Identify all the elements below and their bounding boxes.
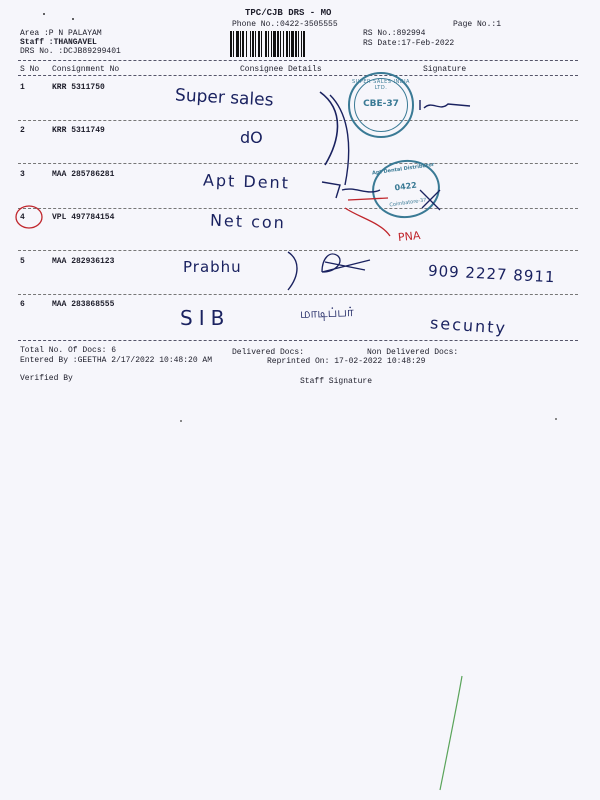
row-sno: 4 — [20, 213, 25, 222]
stamp-text: SUPER SALES INDIA LTD. — [352, 79, 410, 91]
area-label: Area :P N PALAYAM — [20, 29, 102, 38]
row-sno: 5 — [20, 257, 25, 266]
barcode — [230, 31, 360, 57]
handwritten-pna: PNA — [397, 228, 422, 245]
speck — [72, 18, 74, 20]
row-divider — [18, 208, 578, 209]
row-sno: 2 — [20, 126, 25, 135]
row-consignment: MAA 282936123 — [52, 257, 115, 266]
col-consignee: Consignee Details — [240, 65, 322, 74]
entered-by: Entered By :GEETHA 2/17/2022 10:48:20 AM — [20, 356, 213, 365]
distributor-stamp — [368, 156, 443, 223]
stamp-text: Apt Dental Distributor — [371, 161, 435, 177]
reprinted-on: Reprinted On: 17-02-2022 10:48:29 — [267, 357, 426, 366]
staff-signature: Staff Signature — [300, 377, 373, 386]
speck — [43, 13, 45, 15]
row-consignment: MAA 285786281 — [52, 170, 115, 179]
divider — [18, 75, 578, 76]
company-stamp — [348, 72, 414, 138]
signature-mark — [420, 100, 470, 110]
phone-number: Phone No.:0422-3505555 — [232, 20, 338, 29]
handwritten-consignee: Super sales — [174, 85, 274, 111]
rs-date: RS Date:17-Feb-2022 — [363, 39, 455, 48]
handwritten-security: secunty — [429, 313, 508, 338]
stamp-bottom: Coimbatore-37 — [389, 197, 427, 209]
row-sno: 6 — [20, 300, 25, 309]
page-number: Page No.:1 — [453, 20, 502, 29]
row-consignment: MAA 283868555 — [52, 300, 115, 309]
drs-number: DRS No. :DCJB89299401 — [20, 47, 121, 56]
row-sno: 3 — [20, 170, 25, 179]
rs-number: RS No.:892994 — [363, 29, 426, 38]
row-consignment: VPL 497784154 — [52, 213, 115, 222]
divider — [18, 340, 578, 341]
row-divider — [18, 250, 578, 251]
verified-by: Verified By — [20, 374, 73, 383]
staff-label: Staff :THANGAVEL — [20, 38, 97, 47]
green-mark — [440, 676, 462, 790]
row-divider — [18, 120, 578, 121]
row-divider — [18, 294, 578, 295]
row-sno: 1 — [20, 83, 25, 92]
signature-mark — [322, 254, 370, 272]
speck — [180, 420, 182, 422]
total-docs: Total No. Of Docs: 6 — [20, 346, 117, 355]
handwritten-consignee: Net con — [209, 210, 287, 233]
arrow-mark — [330, 95, 349, 185]
col-sno: S No — [20, 65, 40, 74]
handwritten-phone: 909 2227 8911 — [427, 261, 556, 287]
bracket-mark — [288, 252, 297, 290]
stamp-center: CBE-37 — [363, 99, 399, 109]
non-delivered-docs: Non Delivered Docs: — [367, 348, 459, 357]
delivered-docs: Delivered Docs: — [232, 348, 305, 357]
speck — [555, 418, 557, 420]
col-signature: Signature — [423, 65, 467, 74]
row-consignment: KRR 5311749 — [52, 126, 105, 135]
handwritten-consignee: SIB — [180, 306, 231, 330]
stamp-center: 0422 — [393, 180, 418, 193]
document-title: TPC/CJB DRS - MO — [245, 8, 332, 18]
row-divider — [18, 163, 578, 164]
handwritten-consignee: dO — [240, 128, 263, 147]
handwritten-consignee: Apt Dent — [202, 170, 291, 193]
handwritten-consignee: Prabhu — [183, 258, 242, 276]
barcode-bar — [305, 31, 308, 57]
handwritten-tamil: மாடிப்பர் — [299, 305, 354, 322]
col-consignment: Consignment No — [52, 65, 120, 74]
bracket-mark — [320, 92, 338, 165]
divider — [18, 60, 578, 61]
row-consignment: KRR 5311750 — [52, 83, 105, 92]
